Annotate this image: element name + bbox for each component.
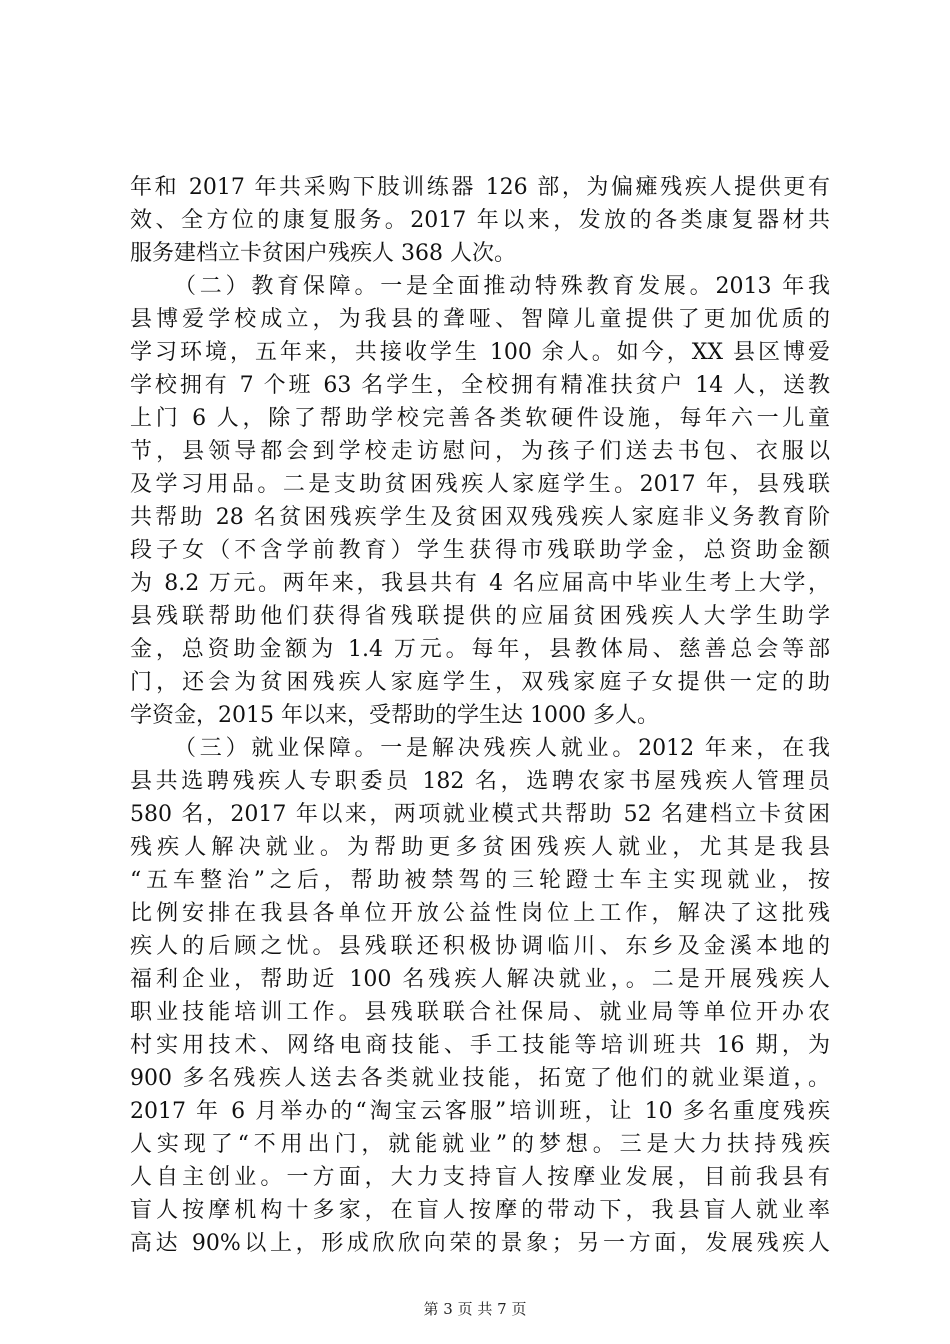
text-line: 学校拥有 7 个班 63 名学生，全校拥有精准扶贫户 14 人，送教 <box>130 373 830 398</box>
text-line: 比例安排在我县各单位开放公益性岗位上工作，解决了这批残 <box>130 901 830 926</box>
text-line: 人自主创业。一方面，大力支持盲人按摩业发展，目前我县有 <box>130 1165 830 1190</box>
text-line: 及学习用品。二是支助贫困残疾人家庭学生。2017 年，县残联 <box>130 472 830 497</box>
text-line: 县共选聘残疾人专职委员 182 名，选聘农家书屋残疾人管理员 <box>130 769 830 794</box>
text-line: 残疾人解决就业。为帮助更多贫困残疾人就业，尤其是我县 <box>130 835 830 860</box>
text-line: 学习环境，五年来，共接收学生 100 余人。如今，XX 县区博爱 <box>130 340 830 365</box>
text-line: 为 8.2 万元。两年来，我县共有 4 名应届高中毕业生考上大学， <box>130 571 830 596</box>
text-line: （三）就业保障。一是解决残疾人就业。2012 年来，在我 <box>174 736 830 761</box>
text-line: 县博爱学校成立，为我县的聋哑、智障儿童提供了更加优质的 <box>130 307 830 332</box>
text-line: 580 名，2017 年以来，两项就业模式共帮助 52 名建档立卡贫困 <box>130 802 830 827</box>
text-line: 年和 2017 年共采购下肢训练器 126 部，为偏瘫残疾人提供更有 <box>130 175 830 200</box>
text-line: 段子女（不含学前教育）学生获得市残联助学金，总资助金额 <box>130 538 830 563</box>
text-line: 村实用技术、网络电商技能、手工技能等培训班共 16 期，为 <box>130 1033 830 1058</box>
text-line: 2017 年 6 月举办的“淘宝云客服”培训班，让 10 多名重度残疾 <box>130 1099 830 1124</box>
text-line: 上门 6 人，除了帮助学校完善各类软硬件设施，每年六一儿童 <box>130 406 830 431</box>
text-line: 共帮助 28 名贫困残疾学生及贫困双残残疾人家庭非义务教育阶 <box>130 505 830 530</box>
text-line: 福利企业，帮助近 100 名残疾人解决就业，。二是开展残疾人 <box>130 967 830 992</box>
text-line: 效、全方位的康复服务。2017 年以来，发放的各类康复器材共 <box>130 208 830 233</box>
text-line: 疾人的后顾之忧。县残联还积极协调临川、东乡及金溪本地的 <box>130 934 830 959</box>
text-line: 学资金，2015 年以来，受帮助的学生达 1000 多人。 <box>130 703 659 728</box>
text-line: 金，总资助金额为 1.4 万元。每年，县教体局、慈善总会等部 <box>130 637 830 662</box>
text-line: 盲人按摩机构十多家，在盲人按摩的带动下，我县盲人就业率 <box>130 1198 830 1223</box>
text-line: 节，县领导都会到学校走访慰问，为孩子们送去书包、衣服以 <box>130 439 830 464</box>
text-line: 门，还会为贫困残疾人家庭学生，双残家庭子女提供一定的助 <box>130 670 830 695</box>
document-body <box>130 171 830 1260</box>
text-line: “五车整治”之后，帮助被禁驾的三轮蹬士车主实现就业，按 <box>130 868 830 893</box>
text-line: 高达 90%以上，形成欣欣向荣的景象；另一方面，发展残疾人 <box>130 1231 830 1256</box>
text-line: 人实现了“不用出门，就能就业”的梦想。三是大力扶持残疾 <box>130 1132 830 1157</box>
text-line: 900 多名残疾人送去各类就业技能，拓宽了他们的就业渠道，。 <box>130 1066 830 1091</box>
text-line: 县残联帮助他们获得省残联提供的应届贫困残疾人大学生助学 <box>130 604 830 629</box>
text-line: 服务建档立卡贫困户残疾人 368 人次。 <box>130 241 516 266</box>
text-line: 职业技能培训工作。县残联联合社保局、就业局等单位开办农 <box>130 1000 830 1025</box>
page-footer: 第 3 页 共 7 页 <box>423 1300 527 1318</box>
text-line: （二）教育保障。一是全面推动特殊教育发展。2013 年我 <box>174 274 830 299</box>
